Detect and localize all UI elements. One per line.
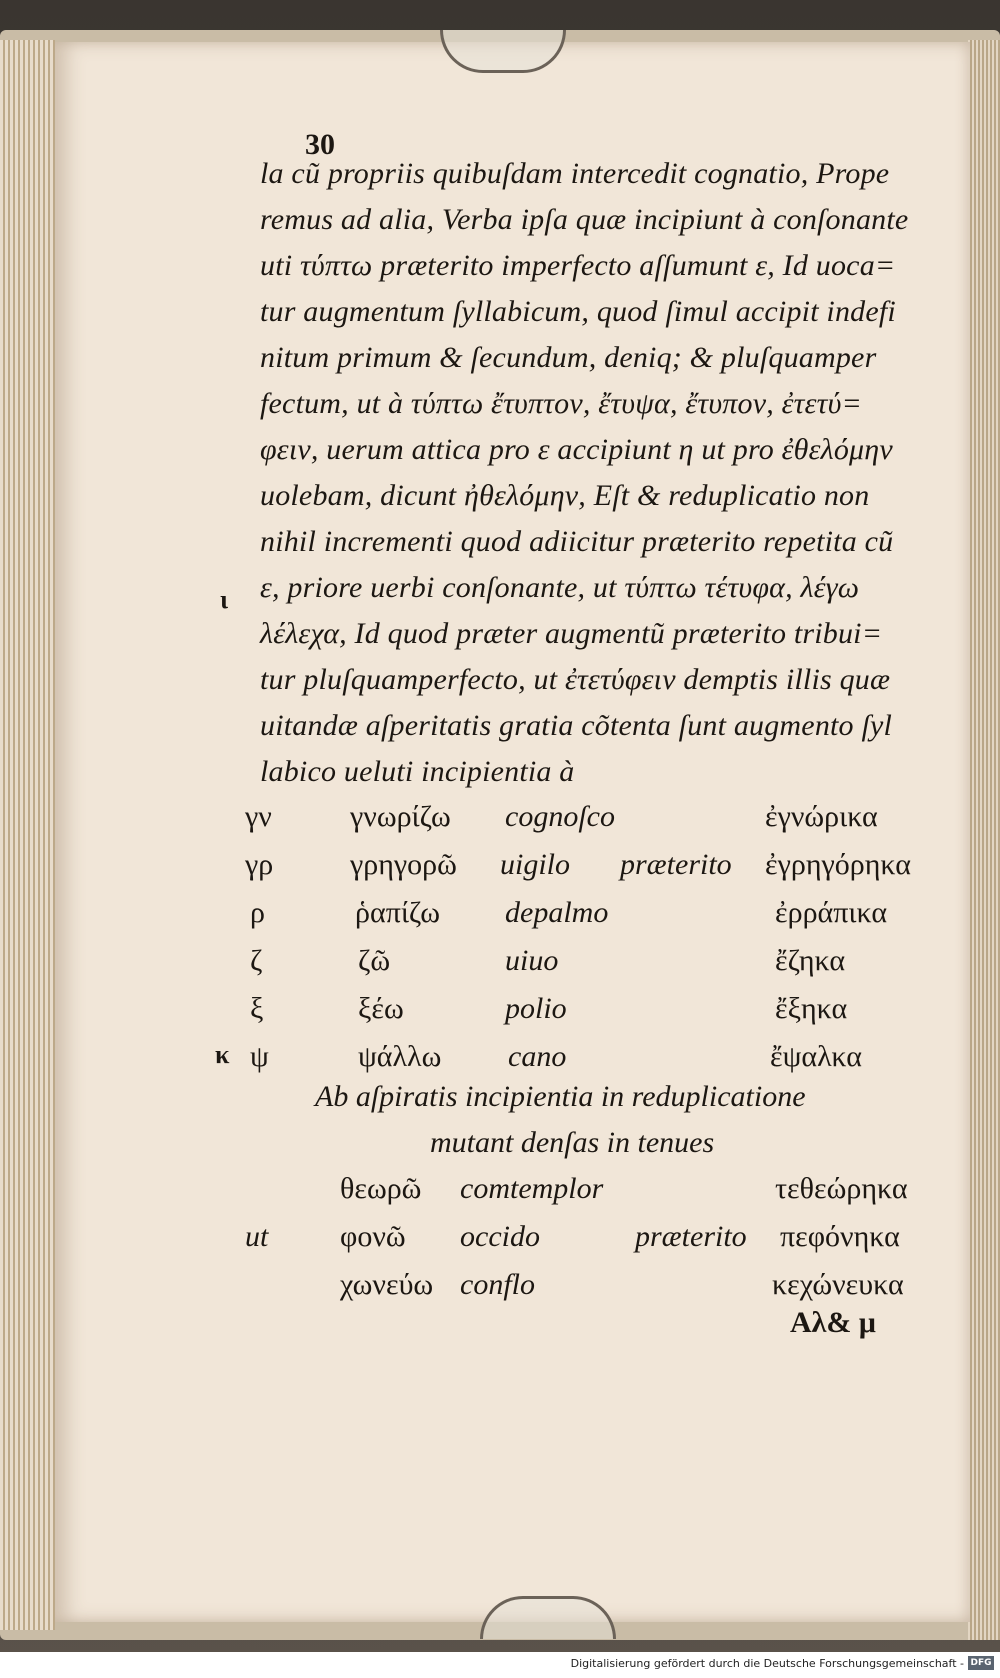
table1-letter: γν (245, 800, 272, 833)
body-line: labico ueluti incipientia à (260, 755, 575, 788)
table1-perfect: ἔξηκα (775, 992, 848, 1025)
table1-latin: cano (508, 1040, 567, 1073)
body-line: φειν, uerum attica pro ε accipiunt η ut pro ἐθελόμην (260, 433, 893, 466)
table1-greek: ξέω (358, 992, 404, 1025)
catchword: Αλ& μ (790, 1306, 876, 1339)
table1-latin: cognoſco (505, 800, 615, 833)
section-heading: Ab aſpiratis incipientia in reduplicatione (315, 1080, 806, 1113)
margin-mark: ι (220, 585, 229, 614)
table2-greek: χωνεύω (340, 1268, 434, 1301)
body-line: remus ad alia, Verba ipſa quæ incipiunt à conſonante (260, 203, 909, 236)
table2-perfect: πεφόνηκα (780, 1220, 900, 1253)
body-line: tur pluſquamperfecto, ut ἐτετύφειν demptis illis quæ (260, 663, 891, 696)
table2-latin: occido (460, 1220, 540, 1253)
table1-latin: uiuo (505, 944, 559, 977)
table1-letter: ψ (250, 1040, 269, 1073)
table2-ut-label: ut (245, 1220, 269, 1253)
body-line: fectum, ut à τύπτω ἔτυπτον, ἔτυψα, ἔτυπον, ἐτετύ= (260, 387, 862, 420)
table1-perfect: ἐγρηγόρηκα (765, 848, 912, 881)
page-stack-right (968, 40, 1000, 1640)
table1-greek: ζῶ (358, 944, 391, 977)
body-line: ε, priore uerbi conſonante, ut τύπτω τέτυφα, λέγω (260, 571, 860, 604)
page-stack-left (0, 40, 55, 1630)
table1-middle-label: præterito (620, 848, 732, 881)
table1-latin: polio (505, 992, 567, 1025)
table1-greek: γνωρίζω (350, 800, 451, 833)
table2-perfect: τεθεώρηκα (775, 1172, 908, 1205)
table1-perfect: ἐγνώρικα (765, 800, 878, 833)
funding-notice: Digitalisierung gefördert durch die Deutsche Forschungsgemeinschaft - (570, 1657, 964, 1670)
section-heading: mutant denſas in tenues (430, 1126, 715, 1159)
table2-middle-label: præterito (635, 1220, 747, 1253)
table2-latin: comtemplor (460, 1172, 604, 1205)
body-line: nitum primum & ſecundum, deniq; & pluſquamper (260, 341, 877, 374)
table2-greek: φονῶ (340, 1220, 406, 1253)
table1-letter: ρ (250, 896, 265, 929)
body-line: uti τύπτω præterito imperfecto aſſumunt ε, Id uoca= (260, 249, 896, 282)
table1-perfect: ἔζηκα (775, 944, 846, 977)
margin-mark: κ (215, 1040, 230, 1069)
body-line: tur augmentum ſyllabicum, quod ſimul accipit indefi (260, 295, 896, 328)
body-line: uolebam, dicunt ἠθελόμην, Eſt & reduplicatio non (260, 479, 870, 512)
table2-greek: θεωρῶ (340, 1172, 422, 1205)
table1-greek: ῥαπίζω (355, 896, 440, 929)
page-number: 30 (305, 128, 335, 161)
body-line: λέλεχα, Id quod præter augmentũ præterito tribui= (260, 617, 883, 650)
table1-perfect: ἔψαλκα (770, 1040, 862, 1073)
table1-greek: ψάλλω (358, 1040, 442, 1073)
dfg-logo: DFG (968, 1656, 994, 1670)
table1-greek: γρηγορῶ (350, 848, 457, 881)
table1-letter: γρ (245, 848, 274, 881)
table2-perfect: κεχώνευκα (772, 1268, 904, 1301)
body-line: la cũ propriis quibuſdam intercedit cognatio, Prope (260, 157, 890, 190)
table1-latin: depalmo (505, 896, 609, 929)
body-line: uitandæ aſperitatis gratia cõtenta ſunt augmento ſyl (260, 709, 893, 742)
page-clip-bottom (480, 1596, 616, 1639)
table1-letter: ξ (250, 992, 264, 1025)
table1-latin: uigilo (500, 848, 571, 881)
table1-letter: ζ (250, 944, 263, 977)
table1-perfect: ἐρράπικα (775, 896, 888, 929)
body-line: nihil incrementi quod adiicitur præterito repetita cũ (260, 525, 894, 558)
table2-latin: conflo (460, 1268, 535, 1301)
